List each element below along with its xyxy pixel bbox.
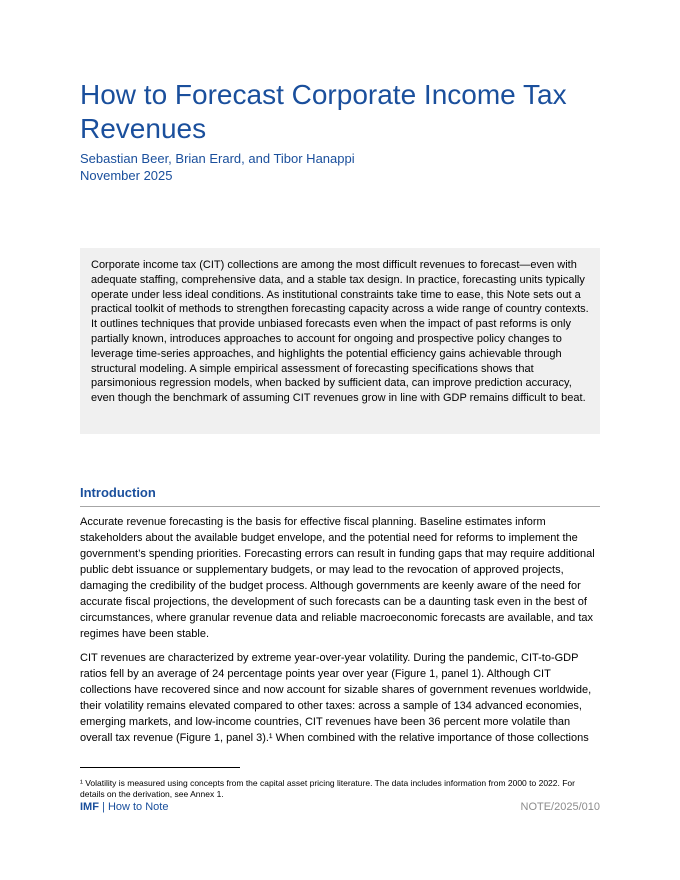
document-meta bbox=[80, 150, 355, 184]
footer-series bbox=[80, 801, 168, 814]
abstract-text: Corporate income tax (CIT) collections are among the most difficult revenues to forecast—even with adequate staffing, comprehensive data, and a stable tax design. In practice, forecasting units typically operate under less ideal conditions. As institutional constraints take time to ease, this Note sets out a practical toolkit of methods to strengthen forecasting capacity across a wide range of country contexts. It outlines techniques that provide unbiased forecasts even when the impact of past reforms is only partially known, introduces approaches to account for ongoing and prospective policy changes to leverage time-series approaches, and highlights the potential efficiency gains achievable through structural modeling. A simple empirical assessment of forecasting specifications shows that parsimonious regression models, when backed by sufficient data, can improve prediction accuracy, even though the benchmark of assuming CIT revenues grow in line with GDP remains difficult to beat. bbox=[91, 259, 589, 405]
footer-org: IMF bbox=[80, 801, 99, 813]
footer-note-id: NOTE/2025/010 bbox=[520, 801, 600, 813]
footer-series-name: How to Note bbox=[107, 801, 169, 813]
document-title: How to Forecast Corporate Income Tax Revenues bbox=[80, 79, 567, 144]
footnote-text: ¹ Volatility is measured using concepts from the capital asset pricing literature. The data includes information from 2000 to 2022. For details on the derivation, see Annex 1. bbox=[80, 778, 575, 799]
page-footer bbox=[80, 801, 600, 814]
footnote-divider bbox=[80, 767, 240, 768]
section-heading-introduction: Introduction bbox=[80, 485, 600, 507]
body-paragraph: CIT revenues are characterized by extreme year-over-year volatility. During the pandemic, CIT-to-GDP ratios fell by an average of 24 percentage points year over year (Figure 1, panel 1). Although CIT collections have recovered since and now account for sizable shares of government revenues worldwide, their volatility remains elevated compared to other taxes: across a sample of 134 advanced economies, emerging markets, and low-income countries, CIT revenues have been 36 percent more volatile than overall tax revenue (Figure 1, panel 3).¹ When combined with the relative importance of those collections bbox=[80, 652, 592, 744]
body-paragraph: Accurate revenue forecasting is the basis for effective fiscal planning. Baseline estimates inform stakeholders about the available budget envelope, and the potential need for reforms to implement the government’s spending priorities. Forecasting errors can result in funding gaps that may require additional public debt issuance or supplementary budgets, or may lead to the revocation of approved projects, damaging the credibility of the budget process. Although governments are keenly aware of the need for accurate fiscal projections, the development of such forecasts can be a daunting task even in the best of circumstances, where granular revenue data and reliable macroeconomic forecasts are available, and tax regimes have been stable. bbox=[80, 516, 595, 640]
authors-line: Sebastian Beer, Brian Erard, and Tibor Hanappi bbox=[80, 151, 355, 166]
footer-separator: | bbox=[98, 801, 108, 813]
publication-date: November 2025 bbox=[80, 168, 173, 183]
abstract-box bbox=[80, 248, 600, 434]
